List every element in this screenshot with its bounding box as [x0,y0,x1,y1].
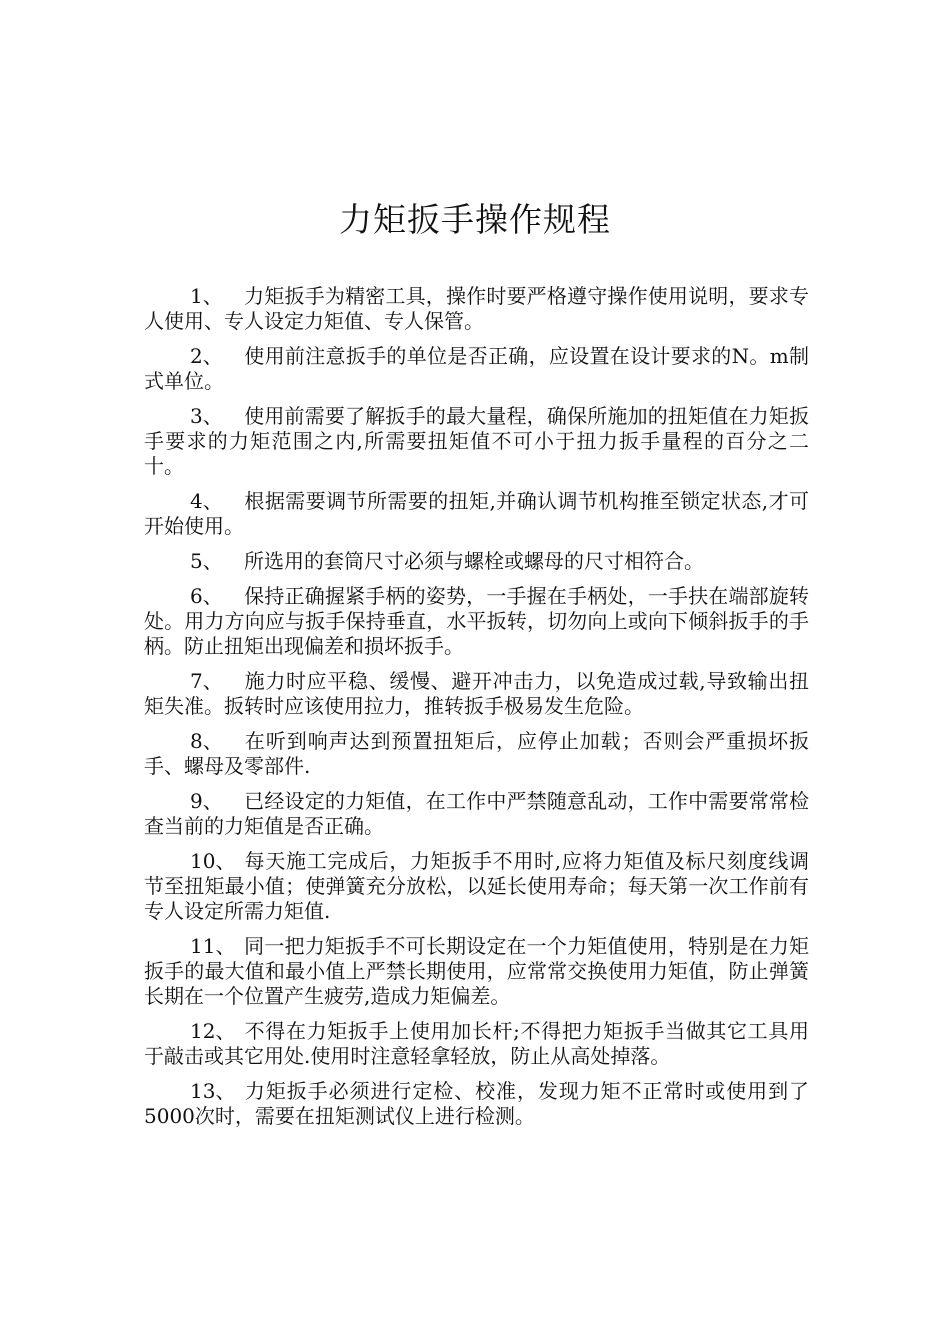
procedure-list [144,284,809,1139]
document-title: 力矩扳手操作规程 [339,200,611,240]
item-number: 12、 [190,1019,236,1043]
item-number: 2、 [190,344,223,368]
list-item [144,584,809,659]
item-text: 施力时应平稳、缓慢、避开冲击力，以免造成过载,导致输出扭矩失准。扳转时应该使用拉力，推转扳手极易发生危险。 [144,669,809,718]
list-item [144,344,809,394]
item-number: 9、 [190,789,223,813]
item-number: 5、 [190,549,223,573]
item-text: 在听到响声达到预置扭矩后，应停止加载；否则会严重损坏扳手、螺母及零部件. [144,729,809,778]
list-item [144,284,809,334]
list-item [144,404,809,479]
item-text: 已经设定的力矩值，在工作中严禁随意乱动，工作中需要常常检查当前的力矩值是否正确。 [144,789,809,838]
item-number: 10、 [190,849,236,873]
list-item [144,729,809,779]
list-item [144,849,809,924]
item-number: 11、 [190,934,236,958]
list-item [144,549,809,574]
item-text: 力矩扳手必须进行定检、校准，发现力矩不正常时或使用到了5000次时，需要在扭矩测试仪上进行检测。 [144,1079,809,1128]
item-text: 使用前注意扳手的单位是否正确，应设置在设计要求的N。m制式单位。 [144,344,809,393]
item-text: 力矩扳手为精密工具，操作时要严格遵守操作使用说明，要求专人使用、专人设定力矩值、专人保管。 [144,284,809,333]
item-number: 1、 [190,284,223,308]
list-item [144,789,809,839]
item-number: 4、 [190,489,223,513]
list-item [144,669,809,719]
list-item [144,1019,809,1069]
list-item [144,489,809,539]
item-number: 8、 [190,729,223,753]
item-number: 6、 [190,584,223,608]
list-item [144,934,809,1009]
item-text: 同一把力矩扳手不可长期设定在一个力矩值使用，特别是在力矩扳手的最大值和最小值上严禁长期使用，应常常交换使用力矩值，防止弹簧长期在一个位置产生疲劳,造成力矩偏差。 [144,934,809,1008]
item-text: 所选用的套筒尺寸必须与螺栓或螺母的尺寸相符合。 [244,549,704,573]
item-number: 3、 [190,404,223,428]
item-number: 13、 [190,1079,236,1103]
item-text: 根据需要调节所需要的扭矩,并确认调节机构推至锁定状态,才可开始使用。 [144,489,809,538]
item-text: 不得在力矩扳手上使用加长杆;不得把力矩扳手当做其它工具用于敲击或其它用处.使用时注意轻拿轻放，防止从高处掉落。 [144,1019,809,1068]
item-text: 保持正确握紧手柄的姿势，一手握在手柄处，一手扶在端部旋转处。用力方向应与扳手保持垂直，水平扳转，切勿向上或向下倾斜扳手的手柄。防止扭矩出现偏差和损坏扳手。 [144,584,809,658]
item-text: 使用前需要了解扳手的最大量程，确保所施加的扭矩值在力矩扳手要求的力矩范围之内,所需要扭矩值不可小于扭力扳手量程的百分之二十。 [144,404,809,478]
list-item [144,1079,809,1129]
item-text: 每天施工完成后，力矩扳手不用时,应将力矩值及标尺刻度线调节至扭矩最小值；使弹簧充分放松，以延长使用寿命；每天第一次工作前有专人设定所需力矩值. [144,849,809,923]
item-number: 7、 [190,669,223,693]
